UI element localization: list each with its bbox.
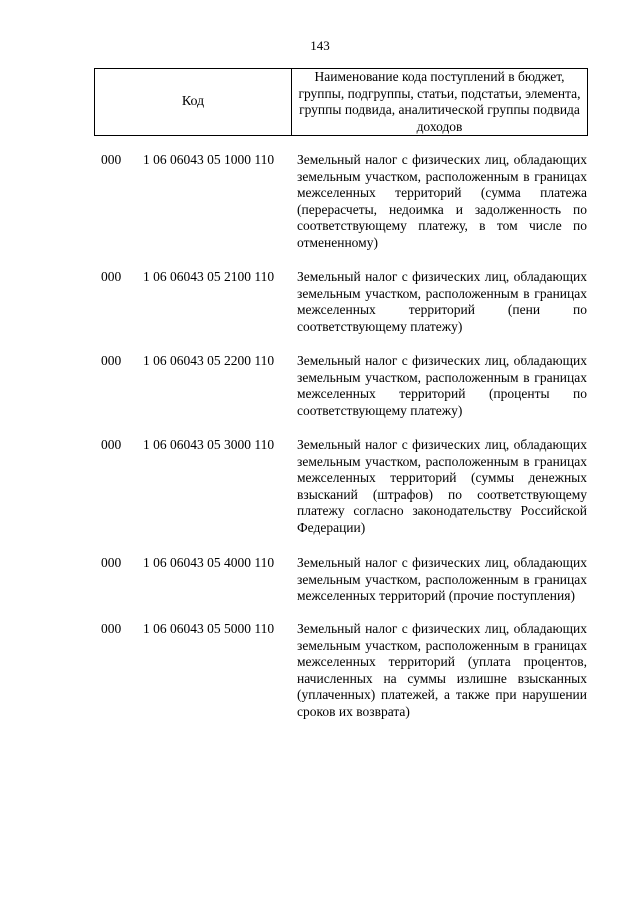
revenue-code: 1 06 06043 05 2100 110 (143, 269, 275, 284)
table-row (0, 555, 640, 621)
admin-code: 000 (101, 621, 122, 636)
revenue-code-list (0, 152, 640, 741)
revenue-code: 1 06 06043 05 4000 110 (143, 555, 275, 570)
table-row (0, 621, 640, 741)
revenue-description: Земельный налог с физических лиц, обладающих земельным участком, расположенным в границах межселенных территорий (уплата процентов, начисленных на суммы излишне взысканных (уплаченных) платежей, а также при нарушении сроков их возврата) (297, 621, 587, 719)
admin-code: 000 (101, 555, 122, 570)
revenue-code: 1 06 06043 05 3000 110 (143, 437, 275, 452)
table-row (0, 437, 640, 555)
revenue-description: Земельный налог с физических лиц, обладающих земельным участком, расположенным в границах межселенных территорий (пени по соответствующему платежу) (297, 269, 587, 334)
header-name-column: Наименование кода поступлений в бюджет, группы, подгруппы, статьи, подстатьи, элемента, группы подвида, аналитической группы подвида доходов (298, 69, 581, 134)
admin-code: 000 (101, 269, 122, 284)
table-row (0, 152, 640, 269)
revenue-code: 1 06 06043 05 5000 110 (143, 621, 275, 636)
table-row (0, 269, 640, 353)
table-header (94, 68, 588, 136)
table-row (0, 353, 640, 437)
page-number: 143 (310, 38, 330, 53)
revenue-code: 1 06 06043 05 2200 110 (143, 353, 275, 368)
admin-code: 000 (101, 437, 122, 452)
revenue-description: Земельный налог с физических лиц, обладающих земельным участком, расположенным в границах межселенных территорий (проценты по соответствующему платежу) (297, 353, 587, 418)
revenue-description: Земельный налог с физических лиц, обладающих земельным участком, расположенным в границах межселенных территорий (суммы денежных взысканий (штрафов) по соответствующему платежу согласно законодательству Российской Федерации) (297, 437, 587, 535)
header-code-column: Код (95, 69, 292, 135)
revenue-description: Земельный налог с физических лиц, обладающих земельным участком, расположенным в границах межселенных территорий (сумма платежа (перерасчеты, недоимка и задолженность по соответствующему платежу, в том числе по отмененному) (297, 152, 587, 250)
revenue-description: Земельный налог с физических лиц, обладающих земельным участком, расположенным в границах межселенных территорий (прочие поступления) (297, 555, 587, 604)
admin-code: 000 (101, 353, 122, 368)
admin-code: 000 (101, 152, 122, 167)
revenue-code: 1 06 06043 05 1000 110 (143, 152, 275, 167)
